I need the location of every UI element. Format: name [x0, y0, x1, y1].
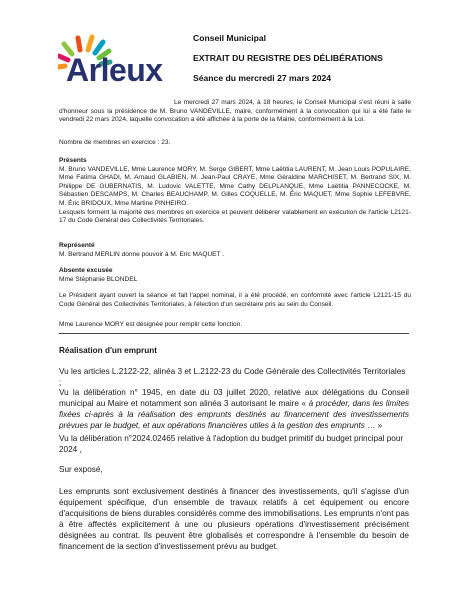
presents-majority: Lesquels forment la majorité des membres en exercice et peuvent délibérer valablement en exécution de l'article L2121-17 du Code Général des Collectivités Territoriales. [59, 208, 411, 225]
logo-wordmark: Arleux [66, 52, 163, 88]
arleux-logo [58, 32, 170, 94]
section-title: Réalisation d'un emprunt [59, 346, 157, 355]
absente-text: Mme Stéphanie BLONDEL [59, 275, 138, 283]
members-count: Nombre de membres en exercice : 23. [59, 139, 171, 146]
absente-section [59, 267, 411, 284]
body-paragraph-3: Vu la délibération n°2024.02465 relative à l'adoption du budget primitif du budget principal pour 2024 , [59, 434, 404, 454]
president-paragraph: Le Président ayant ouvert la séance et fait l'appel nominal, il a été procédé, en conformité avec l'article L2121-15 du Code Général des Collectivités Territoriales, à l'élection d'un secrétaire pris au sein du Conseil. [59, 292, 411, 308]
header-session: Séance du mercredi 27 mars 2024 [193, 73, 332, 83]
intro-paragraph: Le mercredi 27 mars 2024, à 18 heures, le Conseil Municipal s'est réuni à salle d'honneur sous la présidence de M. Bruno VANDEVILLE, maire, conformément à la convocation qui lui a été faite le vendredi 22 mars 2024, laquelle convocation a été affichée à la porte de la Mairie, conformément à la Loi. [59, 99, 411, 124]
document-header [193, 33, 433, 93]
body-paragraph-2: Vu la délibération n° 1945, en date du 03 juillet 2020, relative aux délégations du Conseil municipal au Maire et notamment son alinéa 3 autorisant le maire « à procéder, dans les limites fixées ci-après à la réalisation des emprunts destinés au financement des investissements prévues par le budget, et aux opérations financières utiles à la gestion des emprunts … » [59, 388, 409, 430]
represente-section [59, 242, 411, 259]
body-paragraph-4: Sur exposé, [59, 465, 103, 474]
represente-title: Représenté [59, 242, 95, 249]
header-council: Conseil Municipal [193, 33, 267, 43]
body-paragraph-1: Vu les articles L.2122-22, alinéa 3 et L.2122-23 du Code Générale des Collectivités Territoriales ; [59, 367, 406, 387]
body-paragraph-5: Les emprunts sont exclusivement destinés à financer des investissements, qu'il s'agisse d'un équipement spécifique, d'un ensemble de travaux relatifs à cet équipement ou encore d'acquisitions de biens durables considérés comme des immobilisations. Les emprunts n'ont pas à être affectés explicitement à une ou plusieurs opérations d'investissement précisément désignées au contrat. Ils peuvent être globalisés et correspondre à l'ensemble du besoin de financement de la section d'investissement prévu au budget. [59, 487, 409, 551]
presents-list: M. Bruno VANDEVILLE, Mme Laurence MORY, M. Serge GIBERT, Mme Laëtitia LAURENT, M. Jean Louis POPULAIRE, Mme Fatima GHADI, M. Arnaud GLABIEN, M. Jean-Paul CRAYE, Mme Géraldine MARCHISET, M. Bertrand SIX, M. Philippe DE GUBERNATIS, M. Ludovic VALETTE, Mme Cathy DELPLANQUE, Mme Laëtitia PANNECOCKE, M. Sébastien DESCAMPS, M. Charles BEAUCHAMP, M. Gilles COQUELLE, M. Éric MAQUET, Mme Sophie LEFEBVRE, M. Éric BRIDOUX, Mme Martine PINHEIRO. [59, 165, 411, 207]
presents-title: Présents [59, 157, 87, 164]
absente-title: Absente excusée [59, 267, 113, 274]
represente-text: M. Bertrand MERLIN donne pouvoir à M. Eric MAQUET . [59, 250, 225, 258]
section-divider [59, 333, 409, 334]
secretary-line: Mme Laurence MORY est désignée pour remplir cette fonction. [59, 321, 243, 328]
presents-section [59, 157, 411, 226]
header-title: EXTRAIT DU REGISTRE DES DÉLIBÉRATIONS [193, 53, 383, 63]
